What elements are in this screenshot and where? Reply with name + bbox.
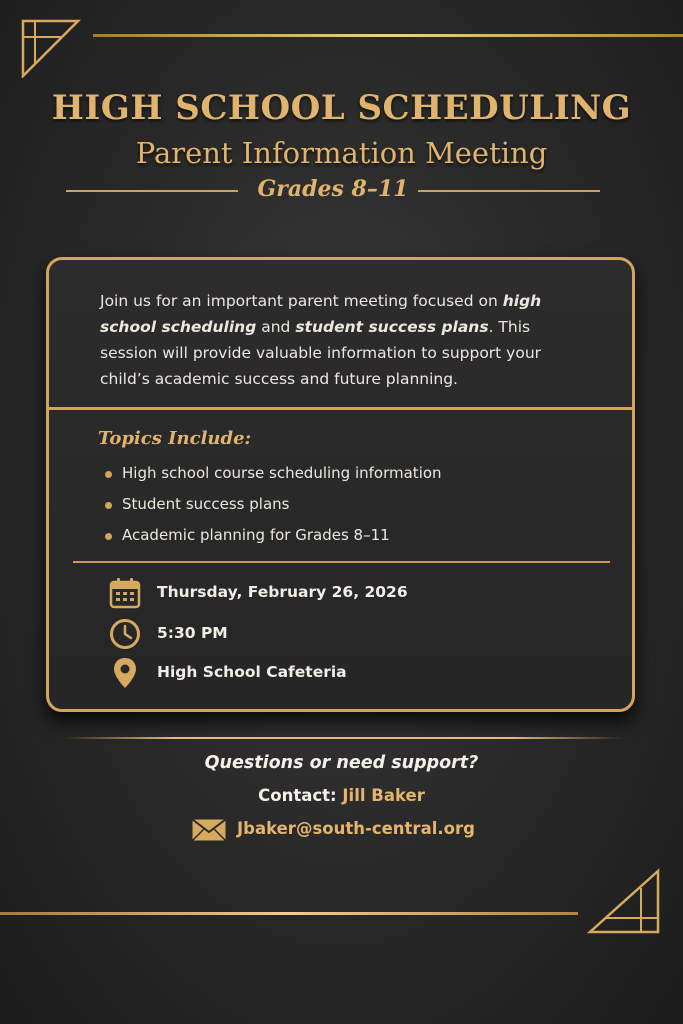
topics-heading: Topics Include: [98, 428, 252, 449]
topics-list [105, 464, 442, 557]
event-date-text: Thursday, February 26, 2026 [157, 583, 408, 601]
intro-text-1: Join us for an important parent meeting focused on [100, 292, 503, 310]
list-item [105, 464, 442, 495]
support-question: Questions or need support? [204, 753, 479, 773]
envelope-icon [191, 818, 227, 842]
topic-label: Academic planning for Grades 8–11 [122, 526, 390, 544]
contact-email[interactable] [191, 816, 491, 844]
contact-label: Contact: [258, 786, 337, 805]
list-item [105, 526, 442, 557]
details-divider [73, 561, 610, 563]
intro-emphasis-scheduling: high school scheduling [100, 292, 542, 336]
page-subtitle: Parent Information Meeting [135, 136, 548, 170]
grades-banner [66, 176, 600, 208]
bullet-icon [105, 471, 112, 478]
contact-name: Jill Baker [342, 786, 425, 805]
intro-paragraph [100, 288, 570, 392]
page-title: HIGH SCHOOL SCHEDULING [51, 88, 632, 128]
bottom-border-line [0, 912, 578, 915]
list-item [105, 495, 442, 526]
top-border-line [93, 34, 683, 37]
map-pin-icon [109, 657, 141, 689]
event-location-text: High School Cafeteria [157, 663, 347, 681]
card-divider [49, 407, 632, 410]
footer-separator [63, 737, 623, 739]
bullet-icon [105, 502, 112, 509]
email-link[interactable]: Jbaker@south-central.org [237, 819, 475, 838]
bullet-icon [105, 533, 112, 540]
calendar-icon [109, 577, 141, 609]
corner-ornament-bottom-right [586, 868, 662, 936]
topic-label: Student success plans [122, 495, 290, 513]
intro-emphasis-success-plans: student success plans [295, 318, 489, 336]
event-time-text: 5:30 PM [157, 624, 228, 642]
topic-label: High school course scheduling information [122, 464, 442, 482]
corner-ornament-top-left [20, 18, 82, 78]
intro-text-3: . This session will provide valuable information to support your child’s academic success and future planning. [100, 318, 542, 388]
clock-icon [109, 618, 141, 650]
grades-label: Grades 8–11 [257, 176, 409, 202]
intro-text-2: and [256, 318, 296, 336]
contact-line [0, 786, 683, 805]
info-card [46, 257, 635, 712]
